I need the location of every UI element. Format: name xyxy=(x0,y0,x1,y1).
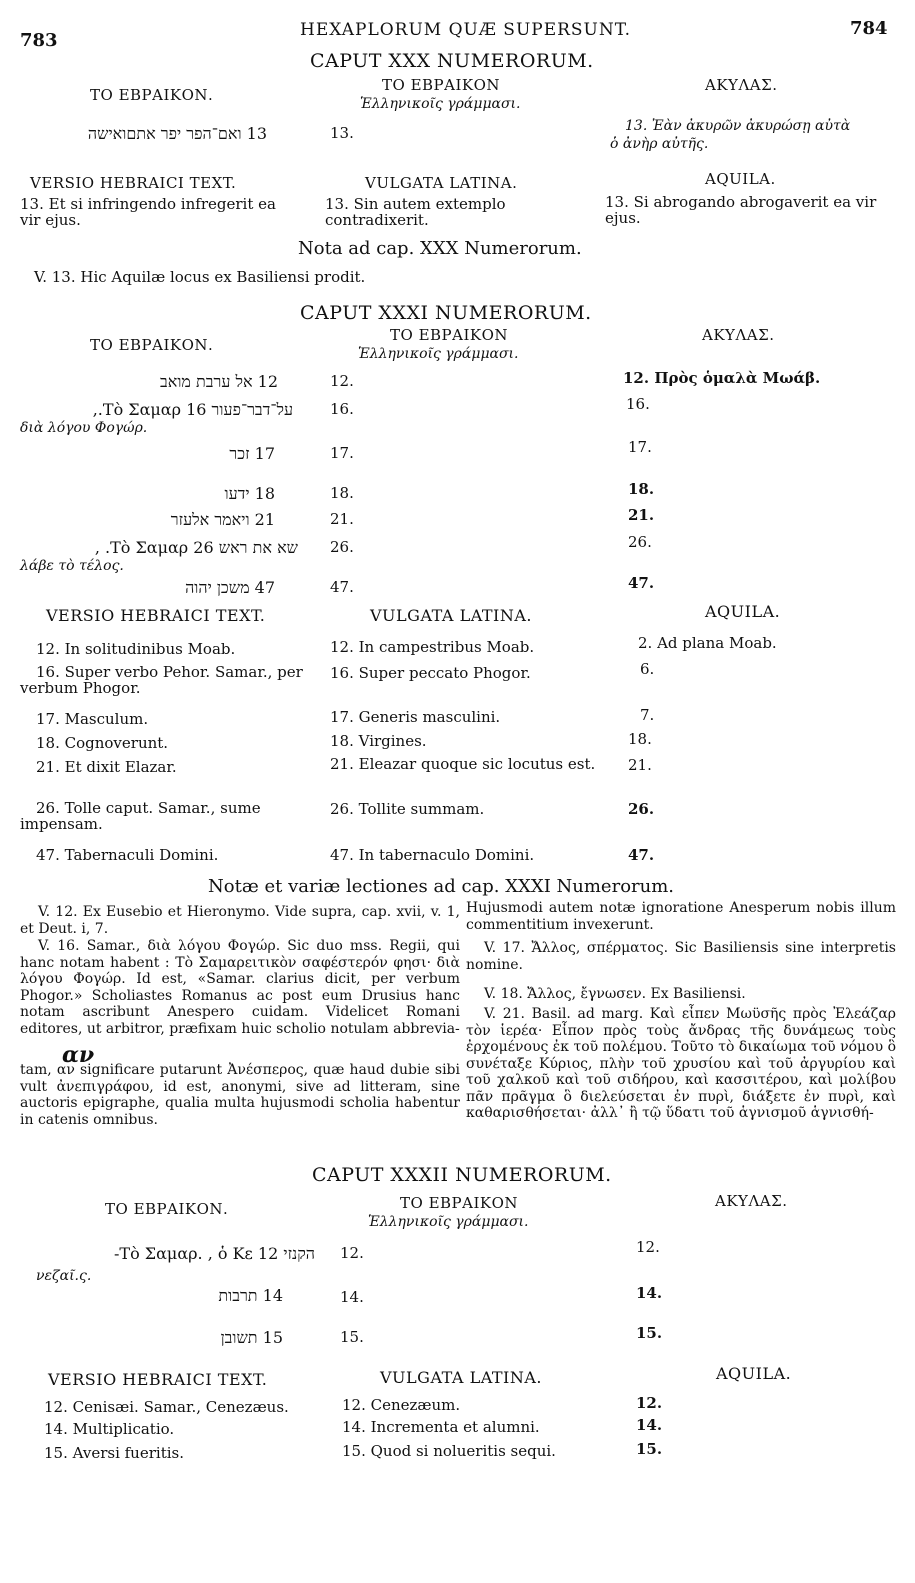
verse-number: 17. xyxy=(330,444,354,462)
column-subheader-translit: Ἑλληνικοῖς γράμμασι. xyxy=(360,96,521,112)
hebrew-line: 21 ויאמר אלעזר xyxy=(170,510,275,529)
chapter-title: CAPUT XXXI NUMERORUM. xyxy=(300,302,592,324)
hebrew-line: 14 תרבות xyxy=(218,1286,283,1305)
note-paragraph: V. 17. Ἄλλος, σπέρματος. Sic Basiliensis sine interpretis nomine. xyxy=(466,940,896,973)
version-text: 21. Eleazar quoque sic locutus est. xyxy=(330,755,596,773)
version-header: VERSIO HEBRAICI TEXT. xyxy=(30,174,237,192)
aquila-number: 17. xyxy=(628,438,652,456)
verse-number: 15. xyxy=(340,1328,364,1346)
version-text: 47. Tabernaculi Domini. xyxy=(36,846,219,864)
version-text: 18. Virgines. xyxy=(330,732,427,750)
note-paragraph: Hujusmodi autem notæ ignoratione Anesperum nobis illum commentitium invexerunt. xyxy=(466,900,896,933)
column-header-hebrew: ΤΟ ΕΒΡΑΙΚΟΝ. xyxy=(90,86,214,104)
version-header: VERSIO HEBRAICI TEXT. xyxy=(48,1370,268,1389)
aquila-number: 21. xyxy=(628,506,655,524)
chapter-title: CAPUT XXXII NUMERORUM. xyxy=(312,1164,612,1186)
version-header: VERSIO HEBRAICI TEXT. xyxy=(46,606,266,625)
note-paragraph: V. 12. Ex Eusebio et Hieronymo. Vide supra, cap. xvii, v. 1, et Deut. i, 7. xyxy=(20,904,460,937)
version-text: 16. Super verbo Pehor. Samar., per verbum Phogor. xyxy=(20,663,303,697)
version-text: 26. Tollite summam. xyxy=(330,800,485,818)
column-header-translit: ΤΟ ΕΒΡΑΙΚΟΝ xyxy=(400,1194,519,1212)
aquila-number: 16. xyxy=(626,395,650,413)
version-text: 47. xyxy=(628,846,655,864)
column-header-aquila: ΑΚΥΛΑΣ. xyxy=(705,76,778,94)
column-header-hebrew: ΤΟ ΕΒΡΑΙΚΟΝ. xyxy=(105,1200,229,1218)
verse-number: 18. xyxy=(330,484,354,502)
version-header: VULGATA LATINA. xyxy=(380,1368,542,1387)
column-subheader-translit: Ἑλληνικοῖς γράμμασι. xyxy=(368,1214,529,1230)
verse-number: 14. xyxy=(340,1288,364,1306)
version-text: 13. Et si infringendo infregerit ea vir ejus. xyxy=(20,195,276,229)
version-text: 15. Aversi fueritis. xyxy=(44,1444,184,1462)
note-paragraph: V. 16. Samar., διὰ λόγου Φογώρ. Sic duo mss. Regii, qui hanc notam habent : Τὸ Σαμαρειτικὸν σαφέστερόν φησι· διὰ λόγου Φογώρ. Id est, «Samar. clarius dicit, per verbum Phogor.» Scholiastes Romanus ac post eum Drusius hanc notam ascribunt Anespero cuidam. Videlicet Romani editores, ut arbitror, præfixam huic scholio notulam abbrevia- xyxy=(20,938,460,1037)
note-text: V. 13. Hic Aquilæ locus ex Basiliensi prodit. xyxy=(34,268,366,286)
hebrew-line: הקנזי 12 Τὸ Σαμαρ. , ὁ Κε- xyxy=(114,1244,315,1263)
version-text: 16. Super peccato Phogor. xyxy=(330,664,531,682)
version-text: 2. Ad plana Moab. xyxy=(638,634,777,652)
version-text: 17. Generis masculini. xyxy=(330,708,501,726)
version-text: 12. Cenisæi. Samar., Cenezæus. xyxy=(44,1398,289,1416)
hebrew-line: על־דבר־פעור 16 Τὸ Σαμαρ., xyxy=(92,400,293,419)
hebrew-line: שא את ראש 26 Τὸ Σαμαρ. , xyxy=(94,538,298,557)
note-paragraph: V. 21. Basil. ad marg. Καὶ εἶπεν Μωϋσῆς πρὸς Ἐλεάζαρ τὸν ἱερέα· Εἶπον πρὸς τοὺς ἄνδρας τῆς δυνάμεως τοὺς ἐρχομένους ἐκ τοῦ πολέμου. Τοῦτο τὸ δικαίωμα τοῦ νόμου ὃ συνέταξε Κύριος, πλὴν τοῦ χρυσίου καὶ τοῦ ἀργυρίου καὶ τοῦ χαλκοῦ καὶ τοῦ σιδήρου, καὶ κασσιτέρου, καὶ μολίβου πᾶν πρᾶγμα ὃ διελεύσεται ἐν πυρὶ, διάξετε ἐν πυρὶ, καὶ καθαρισθήσεται· ἀλλ᾽ ἢ τῷ ὕδατι τοῦ ἁγνισμοῦ ἁγνισθή- xyxy=(466,1006,896,1121)
aquila-number: 18. xyxy=(628,480,655,498)
left-page-number: 783 xyxy=(20,30,58,51)
hebrew-line: 18 ידעו xyxy=(224,484,275,503)
version-text: 18. xyxy=(628,730,652,748)
note-title: Nota ad cap. XXX Numerorum. xyxy=(298,238,582,259)
hebrew-line: 47 משכן יהוה xyxy=(185,578,275,597)
verse-number: 21. xyxy=(330,510,354,528)
column-subheader-translit: Ἑλληνικοῖς γράμμασι. xyxy=(358,346,519,362)
version-text: 12. Cenezæum. xyxy=(342,1396,461,1414)
version-text: 26. Tolle caput. Samar., sume impensam. xyxy=(20,799,261,833)
version-header: AQUILA. xyxy=(716,1364,792,1383)
samaritan-gloss: νεζαῖ.ς. xyxy=(36,1268,92,1284)
version-header: VULGATA LATINA. xyxy=(365,174,518,192)
aquila-number: 26. xyxy=(628,533,652,551)
aquila-line: ὁ ἀνὴρ αὐτῆς. xyxy=(610,136,709,152)
hebrew-line: 13 ואם־הפר יפר אתםואישה xyxy=(87,124,267,143)
version-text: 14. Multiplicatio. xyxy=(44,1420,175,1438)
version-text: 18. Cognoverunt. xyxy=(36,734,169,752)
samaritan-gloss: λάβε τὸ τέλος. xyxy=(20,558,124,574)
version-text: 14. Incrementa et alumni. xyxy=(342,1418,540,1436)
aquila-number: 14. xyxy=(636,1284,663,1302)
chapter-title: CAPUT XXX NUMERORUM. xyxy=(310,50,594,72)
column-header-aquila: ΑΚΥΛΑΣ. xyxy=(715,1192,788,1210)
verse-number: 13. xyxy=(330,124,354,142)
verse-number: 12. xyxy=(330,372,354,390)
version-text: 17. Masculum. xyxy=(36,710,149,728)
version-text: 21. xyxy=(628,756,652,774)
samaritan-gloss: διὰ λόγου Φογώρ. xyxy=(20,420,148,436)
verse-number: 16. xyxy=(330,400,354,418)
version-header: AQUILA. xyxy=(705,602,781,621)
version-text: 15. xyxy=(636,1440,663,1458)
version-text: 47. In tabernaculo Domini. xyxy=(330,846,535,864)
version-text: 6. xyxy=(640,660,655,678)
version-text: 21. Et dixit Elazar. xyxy=(36,758,177,776)
aquila-number: 47. xyxy=(628,574,655,592)
verse-number: 47. xyxy=(330,578,354,596)
version-text: 14. xyxy=(636,1416,663,1434)
aquila-number: 12. xyxy=(636,1238,660,1256)
hebrew-line: 12 אל ערבת מואב xyxy=(160,372,278,391)
version-text: 13. Si abrogando abrogaverit ea vir ejus. xyxy=(605,193,877,227)
note-paragraph: tam, αν significare putarunt Ἀνέσπερος, quæ haud dubie sibi vult ἀνεπιγράφου, id est, anonymi, sive ad litteram, sine auctoris epigraphe, qualia multa hujusmodi scholia habentur in catenis omnibus. xyxy=(20,1062,460,1128)
version-text: 13. Sin autem extemplo contradixerit. xyxy=(325,195,506,229)
verse-number: 12. xyxy=(340,1244,364,1262)
version-text: 15. Quod si nolueritis sequi. xyxy=(342,1442,556,1460)
column-header-aquila: ΑΚΥΛΑΣ. xyxy=(702,326,775,344)
notes-title: Notæ et variæ lectiones ad cap. XXXI Numerorum. xyxy=(208,876,675,897)
aquila-number: 15. xyxy=(636,1324,663,1342)
version-text: 12. In campestribus Moab. xyxy=(330,638,535,656)
running-title: HEXAPLORUM QUÆ SUPERSUNT. xyxy=(300,20,632,40)
hebrew-line: 17 זכר xyxy=(229,444,275,463)
version-header: AQUILA. xyxy=(705,170,776,188)
version-text: 12. xyxy=(636,1394,663,1412)
column-header-translit: ΤΟ ΕΒΡΑΙΚΟΝ xyxy=(390,326,509,344)
version-text: 7. xyxy=(640,706,655,724)
version-text: 26. xyxy=(628,800,655,818)
hebrew-line: 15 תשובן xyxy=(220,1328,283,1347)
version-text: 12. In solitudinibus Moab. xyxy=(36,640,236,658)
note-paragraph: V. 18. Ἄλλος, ἔγνωσεν. Ex Basiliensi. xyxy=(484,986,746,1002)
aquila-line: 13. Ἐὰν ἀκυρῶν ἀκυρώσῃ αὐτὰ xyxy=(625,118,851,134)
aquila-line: 12. Πρὸς ὁμαλὰ Μωάβ. xyxy=(623,369,821,387)
right-page-number: 784 xyxy=(850,18,888,39)
verse-number: 26. xyxy=(330,538,354,556)
abbreviation-mark: αν xyxy=(62,1042,95,1068)
column-header-translit: ΤΟ ΕΒΡΑΙΚΟΝ xyxy=(382,76,501,94)
column-header-hebrew: ΤΟ ΕΒΡΑΙΚΟΝ. xyxy=(90,336,214,354)
version-header: VULGATA LATINA. xyxy=(370,606,532,625)
